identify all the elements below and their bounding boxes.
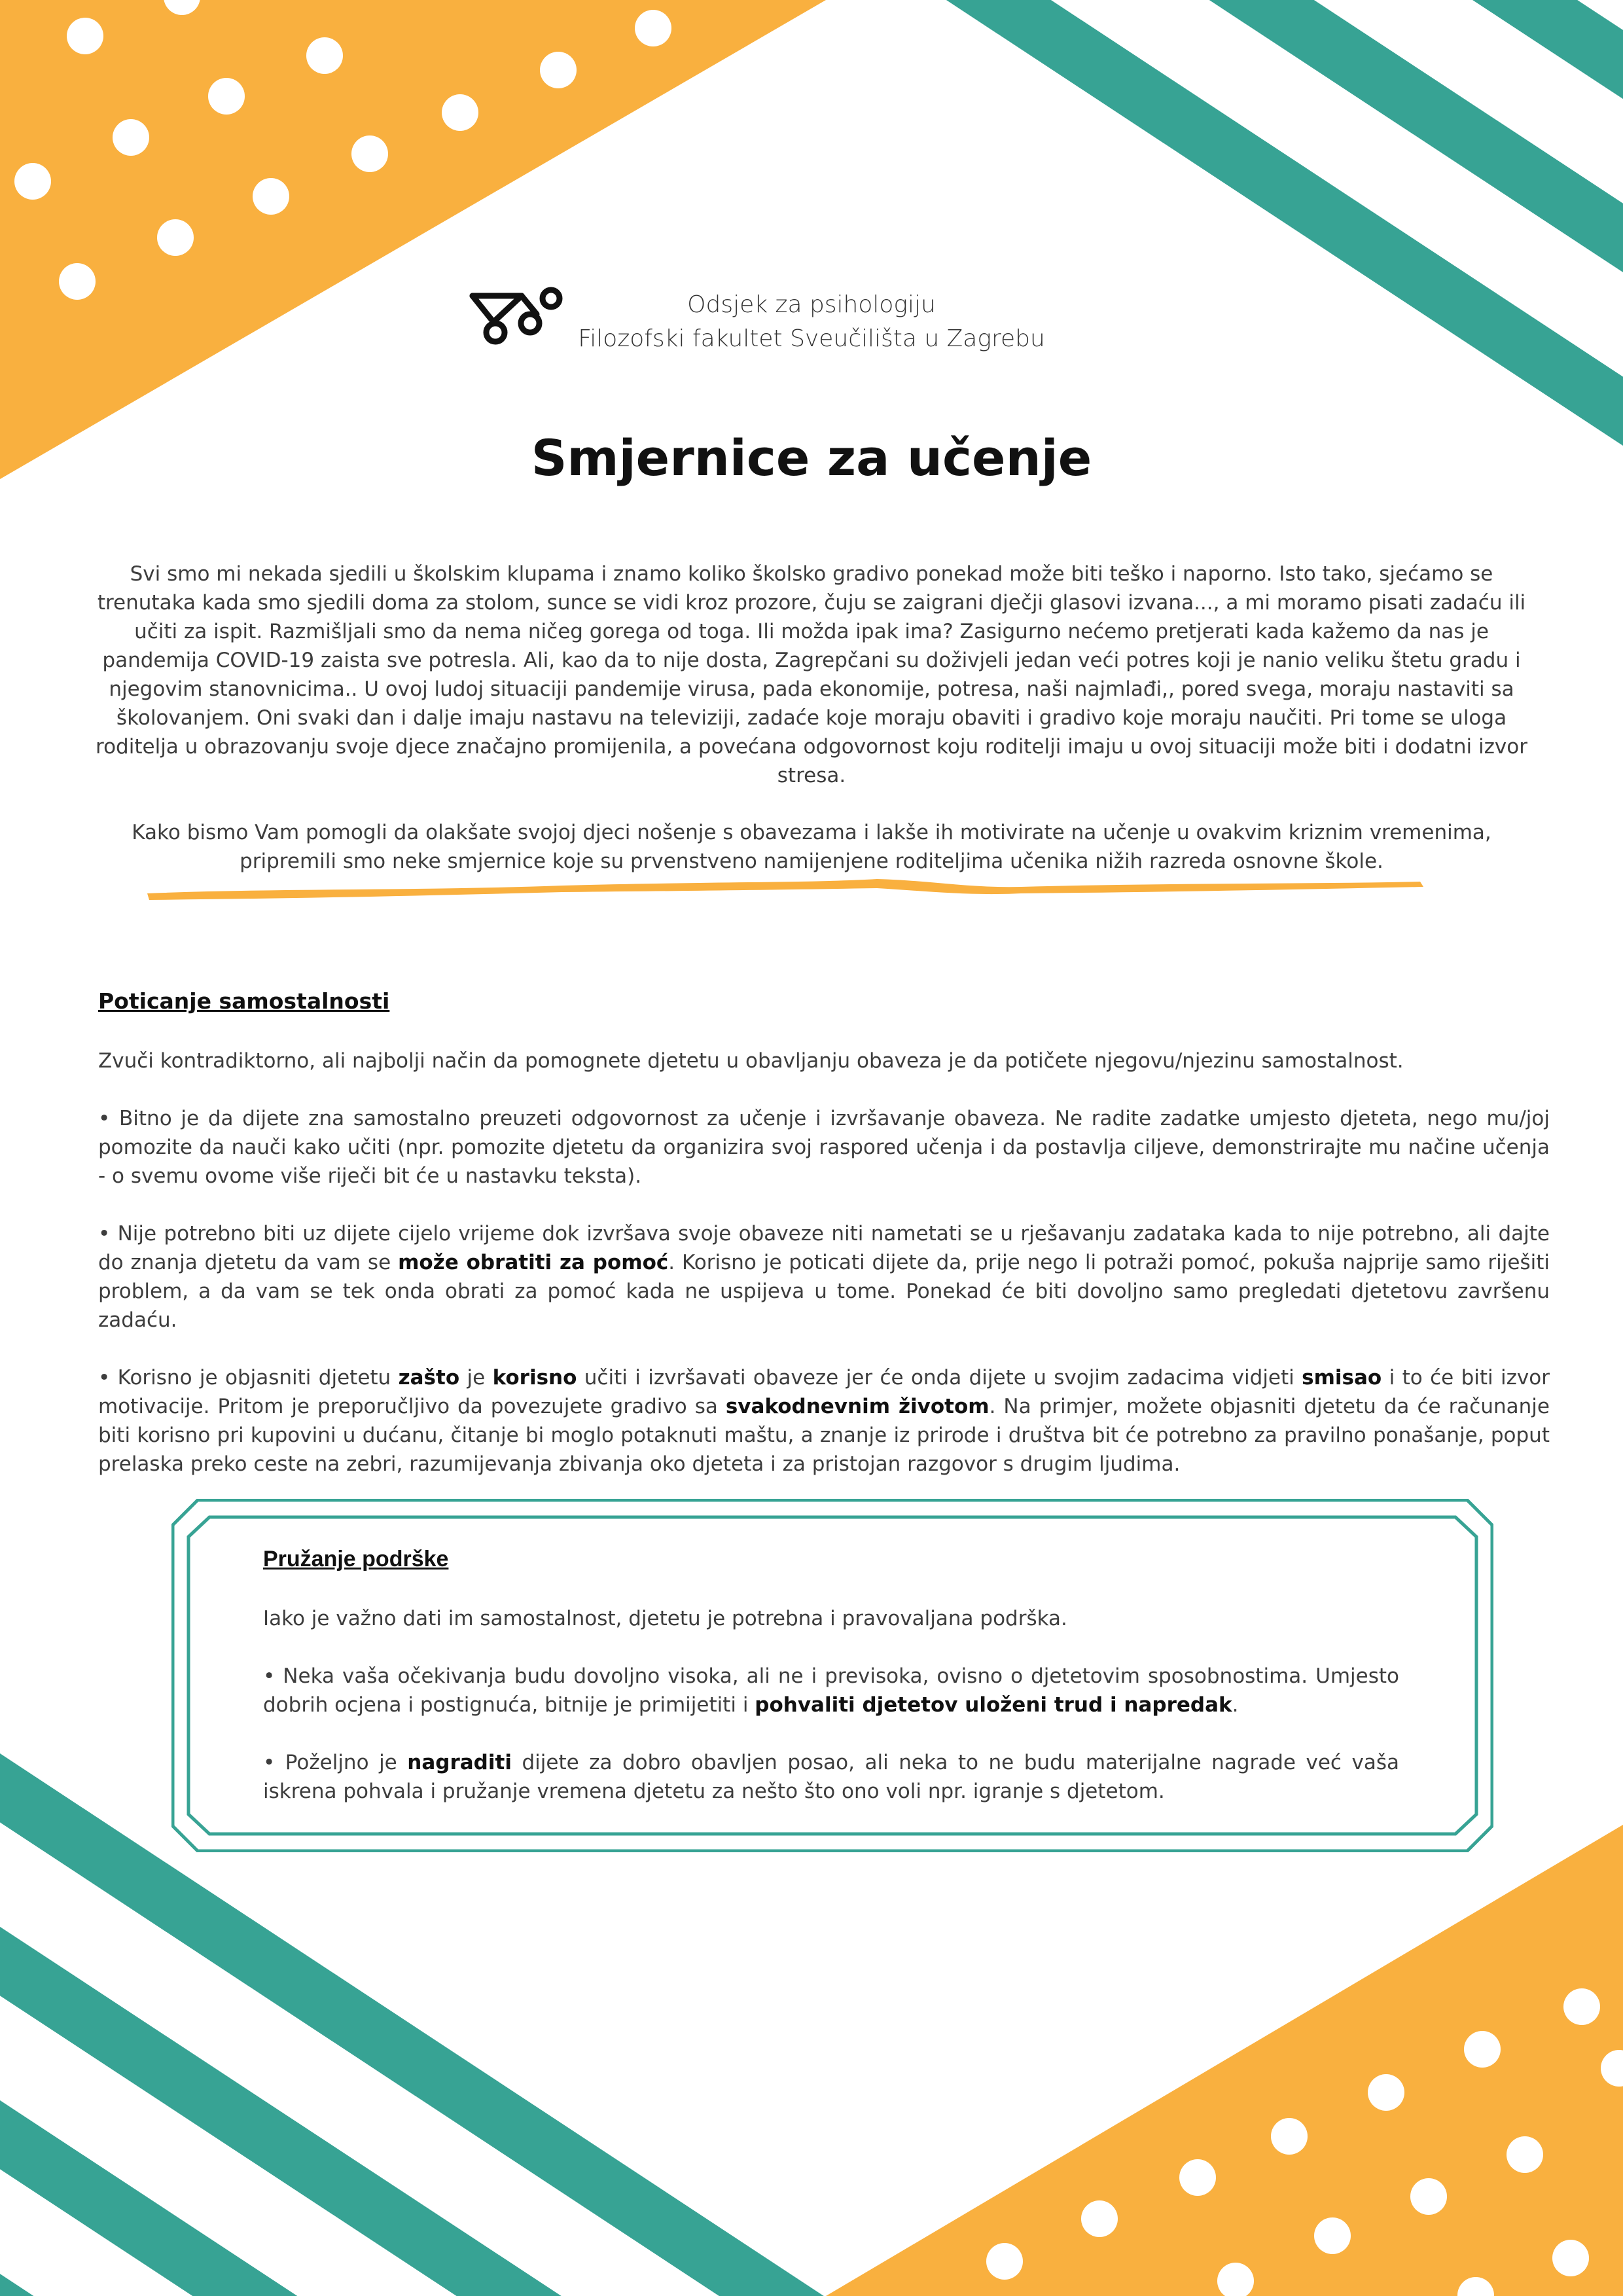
orange-triangle-bottom-right xyxy=(826,1825,1623,2296)
bullet-paragraph: • Bitno je da dijete zna samostalno preuzeti odgovornost za učenje i izvršavanje obaveza. Ne radite zadatke umjesto djeteta, nego mu/joj pomozite da nauči kako učiti (npr. pomozite djetetu da organizira svoj raspored učenja i da postavlja ciljeve, demonstrirajte mu načine učenja - o svemu ovome više riječi bit će u nastavku teksta). xyxy=(98,1107,1550,1188)
emphasis: smisao xyxy=(1302,1366,1382,1390)
section-heading-independence: Poticanje samostalnosti xyxy=(98,988,390,1014)
department-name: Odsjek za psihologiju xyxy=(687,291,936,318)
emphasis: svakodnevnim životom xyxy=(725,1395,990,1418)
emphasis: nagraditi xyxy=(407,1751,512,1774)
teal-stripes-top-right xyxy=(681,0,1623,497)
section-lead: Iako je važno dati im samostalnost, djetetu je potrebna i pravovaljana podrška. xyxy=(263,1607,1067,1630)
intro-paragraph-2: Kako bismo Vam pomogli da olakšate svojoj djeci nošenje s obavezama i lakše ih motivirate na učenje u ovakvim kriznim vremenima, pripremili smo neke smjernice koje su prvenstveno namijenjene roditeljima učenika nižih razreda osnovne škole. xyxy=(132,821,1491,873)
bullet-paragraph: • Korisno je objasniti djetetu zašto je korisno učiti i izvršavati obaveze jer će onda dijete u svojim zadacima vidjeti smisao i to će biti izvor motivacije. Pritom je preporučljivo da povezujete gradivo sa svakodnevnim životom. Na primjer, možete objasniti djetetu da će računanje biti korisno pri kupovini u dućanu, čitanje bi moglo potaknuti maštu, a znanje iz prirode i društva bit će potrebno za pravilno ponašanje, poput prelaska preko ceste na zebri, razumijevanja zbivanja oko djeteta i za pristojan razgovor s drugim ljudima. xyxy=(98,1366,1550,1476)
orange-triangle-top-left xyxy=(0,0,826,479)
emphasis: korisno xyxy=(492,1366,577,1390)
brush-divider xyxy=(144,874,1427,906)
section-heading-support: Pružanje podrške xyxy=(263,1547,449,1571)
section-support xyxy=(263,1543,1399,1835)
emphasis: zašto xyxy=(398,1366,460,1390)
psychology-department-logo-icon xyxy=(466,287,564,346)
bullet-paragraph: • Poželjno je nagraditi dijete za dobro obavljen posao, ali neka to ne budu materijalne nagrade već vaša iskrena pohvala i pružanje vremena djetetu za nešto što ono voli npr. igranje s djetetom. xyxy=(263,1751,1399,1803)
department-header xyxy=(576,288,1047,356)
section-lead: Zvuči kontradiktorno, ali najbolji način da pomognete djetetu u obavljanju obaveza je da potičete njegovu/njezinu samostalnost. xyxy=(98,1049,1404,1073)
page-title: Smjernice za učenje xyxy=(531,429,1092,487)
intro-section xyxy=(84,560,1539,904)
section-independence xyxy=(98,985,1550,1507)
bullet-paragraph: • Nije potrebno biti uz dijete cijelo vrijeme dok izvršava svoje obaveze niti nametati se u rješavanju zadataka kada to nije potrebno, ali dajte do znanja djetetu da vam se može obratiti za pomoć. Korisno je poticati dijete da, prije nego li potraži pomoć, pokuša najprije samo riješiti problem, a da vam se tek onda obrati za pomoć kada ne uspijeva u tome. Ponekad će biti dovoljno samo pregledati djetetovu završenu zadaću. xyxy=(98,1222,1550,1332)
emphasis: može obratiti za pomoć xyxy=(398,1251,669,1274)
faculty-name: Filozofski fakultet Sveučilišta u Zagrebu xyxy=(578,325,1045,352)
emphasis: pohvaliti djetetov uloženi trud i napredak xyxy=(755,1693,1232,1717)
bullet-paragraph: • Neka vaša očekivanja budu dovoljno visoka, ali ne i previsoka, ovisno o djetetovim sposobnostima. Umjesto dobrih ocjena i postignuća, bitnije je primijetiti i pohvaliti djetetov uloženi trud i napredak. xyxy=(263,1664,1399,1717)
intro-paragraph-1: Svi smo mi nekada sjedili u školskim klupama i znamo koliko školsko gradivo ponekad može biti teško i naporno. Isto tako, sjećamo se trenutaka kada smo sjedili doma za stolom, sunce se vidi kroz prozore, čuju se zaigrani dječji glasovi izvana..., a mi moramo pisati zadaću ili učiti za ispit. Razmišljali smo da nema ničeg gorega od toga. Ili možda ipak ima? Zasigurno nećemo pretjerati kada kažemo da nas je pandemija COVID-19 zaista sve potresla. Ali, kao da to nije dosta, Zagrepčani su doživjeli jedan veći potres koji je nanio veliku štetu gradu i njegovim stanovnicima.. U ovoj ludoj situaciji pandemije virusa, pada ekonomije, potresa, naši najmlađi,, pored svega, moraju nastaviti sa školovanjem. Oni svaki dan i dalje imaju nastavu na televiziji, zadaće koje moraju obaviti i gradivo koje moraju naučiti. Pri tome se uloga roditelja u obrazovanju svoje djece značajno promijenila, a povećana odgovornost koju roditelji imaju u ovoj situaciji može biti i dodatni izvor stresa. xyxy=(96,562,1527,787)
